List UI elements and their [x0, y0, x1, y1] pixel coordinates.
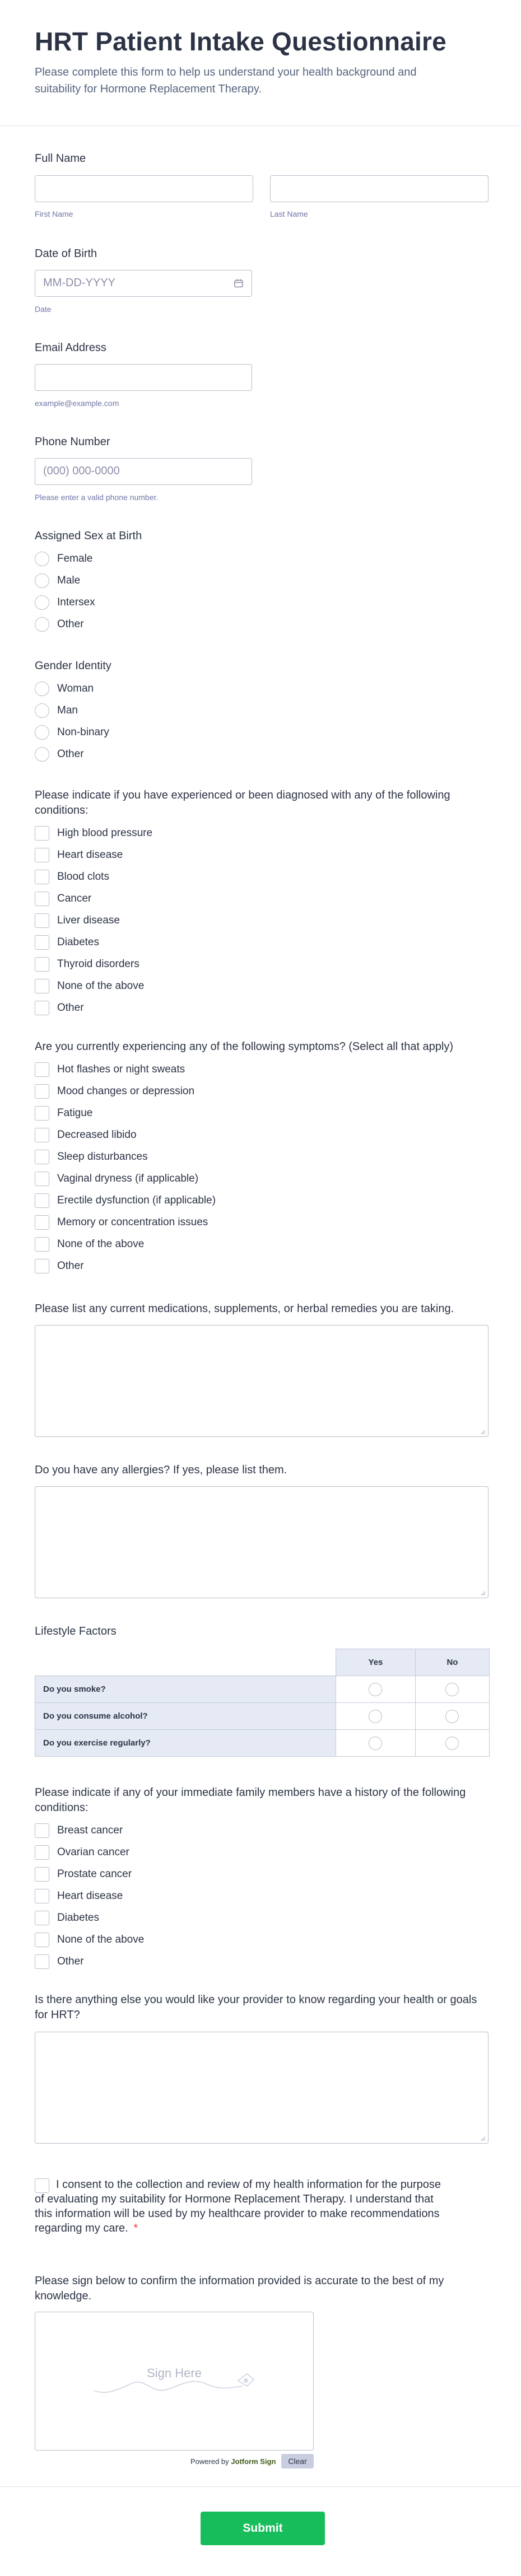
matrix-cell[interactable] [336, 1676, 416, 1703]
checkbox[interactable] [35, 892, 49, 906]
email-input[interactable] [35, 364, 252, 391]
radio-button[interactable] [35, 703, 49, 718]
radio-button[interactable] [35, 617, 49, 632]
matrix-cell[interactable] [336, 1703, 416, 1730]
required-mark: * [133, 2222, 138, 2234]
checkbox[interactable] [35, 1215, 49, 1230]
checkbox[interactable] [35, 1193, 49, 1208]
radio-option[interactable] [35, 746, 84, 762]
lifestyle-matrix [35, 1649, 490, 1757]
checkbox[interactable] [35, 1172, 49, 1186]
option-label: None of the above [57, 1934, 145, 1945]
checkbox-option[interactable] [35, 891, 91, 907]
radio-button[interactable] [445, 1683, 459, 1696]
radio-option[interactable] [35, 617, 84, 632]
family-history-label: Please indicate if any of your immediate family members have a history of the following conditions: [35, 1786, 466, 1814]
checkbox[interactable] [35, 1150, 49, 1164]
option-label: Intersex [57, 596, 95, 608]
option-label: Cancer [57, 893, 92, 904]
checkbox[interactable] [35, 979, 49, 993]
radio-option[interactable] [35, 703, 78, 718]
checkbox[interactable] [35, 1933, 49, 1947]
option-label: Non-binary [57, 726, 109, 738]
checkbox-option[interactable] [35, 1105, 92, 1121]
checkbox[interactable] [35, 1062, 49, 1077]
checkbox[interactable] [35, 1237, 49, 1252]
medications-label: Please list any current medications, supplements, or herbal remedies you are taking. [35, 1303, 454, 1315]
phone-label: Phone Number [35, 436, 110, 448]
allergies-textarea[interactable] [35, 1486, 489, 1598]
date-of-birth-label: Date of Birth [35, 248, 97, 260]
radio-button[interactable] [35, 552, 49, 566]
allergies-label: Do you have any allergies? If yes, please list them. [35, 1464, 287, 1476]
checkbox-option[interactable] [35, 1171, 198, 1187]
matrix-cell[interactable] [415, 1676, 489, 1703]
medications-textarea[interactable] [35, 1325, 489, 1437]
radio-option[interactable] [35, 681, 94, 697]
resize-handle-icon[interactable] [480, 2136, 486, 2141]
last-name-input[interactable] [270, 175, 489, 202]
option-label: Diabetes [57, 1912, 99, 1924]
option-label: Female [57, 553, 93, 564]
option-label: Sleep disturbances [57, 1151, 148, 1163]
radio-button[interactable] [35, 682, 49, 696]
option-label: Blood clots [57, 871, 109, 883]
option-label: Thyroid disorders [57, 958, 139, 970]
option-label: Male [57, 575, 81, 586]
option-label: None of the above [57, 980, 145, 992]
signature-placeholder: Sign Here [147, 2366, 202, 2380]
option-label: Vaginal dryness (if applicable) [57, 1173, 199, 1184]
email-field [35, 340, 489, 413]
option-label: Man [57, 704, 78, 716]
powered-brand: Jotform Sign [231, 2457, 276, 2466]
date-of-birth-field [35, 246, 489, 319]
checkbox-option[interactable] [35, 1910, 99, 1926]
checkbox-option[interactable] [35, 1084, 194, 1099]
checkbox-option[interactable] [35, 1888, 123, 1904]
option-label: Woman [57, 683, 94, 694]
email-sublabel: example@example.com [35, 399, 119, 408]
checkbox[interactable] [35, 935, 49, 950]
phone-sublabel: Please enter a valid phone number. [35, 493, 159, 502]
checkbox-option[interactable] [35, 847, 123, 863]
date-sublabel: Date [35, 305, 52, 314]
option-label: Other [57, 748, 84, 760]
other-info-field [35, 1992, 489, 2149]
powered-prefix: Powered by [190, 2457, 229, 2466]
full-name-field [35, 151, 489, 224]
resize-handle-icon[interactable] [480, 1429, 486, 1435]
signature-pad[interactable] [35, 2312, 314, 2451]
option-label: High blood pressure [57, 827, 153, 839]
checkbox-option[interactable] [35, 1215, 208, 1230]
checkbox[interactable] [35, 913, 49, 928]
checkbox[interactable] [35, 957, 49, 972]
calendar-icon[interactable] [234, 278, 244, 288]
checkbox-option[interactable] [35, 1000, 84, 1016]
checkbox[interactable] [35, 1259, 49, 1273]
option-label: Liver disease [57, 914, 120, 926]
checkbox-option[interactable] [35, 935, 99, 950]
checkbox-option[interactable] [35, 1193, 216, 1208]
sex-at-birth-label: Assigned Sex at Birth [35, 530, 142, 542]
checkbox-option[interactable] [35, 1932, 144, 1948]
radio-button[interactable] [35, 573, 49, 588]
option-label: Other [57, 1260, 84, 1272]
form-header [0, 0, 521, 126]
radio-button[interactable] [369, 1710, 382, 1723]
radio-button[interactable] [35, 725, 49, 740]
resize-handle-icon[interactable] [480, 1590, 486, 1596]
option-label: None of the above [57, 1238, 145, 1250]
radio-button[interactable] [35, 747, 49, 762]
first-name-sublabel: First Name [35, 209, 73, 218]
checkbox-option[interactable] [35, 913, 120, 928]
checkbox-option[interactable] [35, 1236, 144, 1252]
option-label: Erectile dysfunction (if applicable) [57, 1194, 216, 1206]
sex-at-birth-field [35, 529, 489, 635]
matrix-row-label: Do you consume alcohol? [35, 1703, 336, 1730]
radio-button[interactable] [445, 1737, 459, 1750]
phone-input[interactable] [35, 458, 252, 485]
option-label: Other [57, 618, 84, 630]
radio-option[interactable] [35, 573, 80, 589]
matrix-cell[interactable] [415, 1703, 489, 1730]
signature-label: Please sign below to confirm the information provided is accurate to the best of my knowledge. [35, 2275, 444, 2302]
option-label: Heart disease [57, 849, 123, 861]
checkbox-option[interactable] [35, 1127, 137, 1143]
last-name-sublabel: Last Name [270, 209, 308, 218]
radio-option[interactable] [35, 551, 92, 567]
matrix-cell[interactable] [336, 1730, 416, 1757]
medications-field [35, 1301, 489, 1441]
consent-text: I consent to the collection and review of my health information for the purpose of evaluating my suitability for Hormone Replacement Therapy. I understand that this information will be used by my healthcare provider to make recommendations regarding my care. [35, 2178, 441, 2234]
checkbox[interactable] [35, 1128, 49, 1142]
matrix-corner [35, 1649, 336, 1676]
powered-by-text [190, 2457, 276, 2466]
checkbox[interactable] [35, 1867, 49, 1882]
option-label: Heart disease [57, 1890, 123, 1902]
option-label: Mood changes or depression [57, 1085, 195, 1097]
checkbox-option[interactable] [35, 1845, 129, 1860]
option-label: Breast cancer [57, 1824, 123, 1836]
radio-button[interactable] [35, 595, 49, 610]
submit-button[interactable]: Submit [201, 2512, 325, 2545]
date-placeholder: MM-DD-YYYY [43, 277, 115, 289]
checkbox-option[interactable] [35, 1149, 148, 1165]
symptoms-field [35, 1039, 489, 1275]
checkbox[interactable] [35, 1001, 49, 1015]
other-info-label: Is there anything else you would like your provider to know regarding your health or goals for HRT? [35, 1994, 477, 2021]
checkbox[interactable] [35, 1954, 49, 1969]
gender-identity-label: Gender Identity [35, 660, 111, 672]
checkbox[interactable] [35, 1106, 49, 1121]
matrix-column-yes: Yes [336, 1649, 416, 1676]
first-name-input[interactable] [35, 175, 253, 202]
clear-signature-button[interactable]: Clear [281, 2454, 314, 2468]
checkbox[interactable] [35, 1823, 49, 1838]
option-label: Other [57, 1956, 84, 1967]
matrix-column-no: No [415, 1649, 489, 1676]
option-label: Memory or concentration issues [57, 1216, 208, 1228]
checkbox[interactable] [35, 1911, 49, 1925]
gender-identity-field [35, 659, 489, 765]
family-history-field [35, 1785, 489, 1970]
matrix-row-label: Do you smoke? [35, 1676, 336, 1703]
option-label: Prostate cancer [57, 1868, 132, 1880]
radio-button[interactable] [369, 1737, 382, 1750]
checkbox-option[interactable] [35, 1954, 84, 1970]
option-label: Fatigue [57, 1107, 93, 1119]
radio-option[interactable] [35, 595, 95, 610]
checkbox[interactable] [35, 1845, 49, 1860]
form-subtitle: Please complete this form to help us understand your health background and suitability for Hormone Replacement Therapy. [35, 66, 417, 95]
option-label: Ovarian cancer [57, 1846, 129, 1858]
checkbox-option[interactable] [35, 1062, 185, 1077]
consent-field [35, 2177, 489, 2244]
checkbox[interactable] [35, 1084, 49, 1099]
checkbox-option[interactable] [35, 1823, 123, 1838]
matrix-cell[interactable] [415, 1730, 489, 1757]
phone-field [35, 435, 489, 507]
matrix-row-label: Do you exercise regularly? [35, 1730, 336, 1757]
radio-button[interactable] [445, 1710, 459, 1723]
signature-field [35, 2274, 489, 2475]
checkbox[interactable] [35, 848, 49, 862]
radio-option[interactable] [35, 725, 109, 740]
checkbox-option[interactable] [35, 1258, 84, 1274]
consent-text-block [35, 2177, 449, 2236]
conditions-field [35, 788, 489, 1018]
checkbox-option[interactable] [35, 1866, 132, 1882]
lifestyle-field [35, 1624, 489, 1770]
option-label: Decreased libido [57, 1129, 137, 1141]
email-label: Email Address [35, 342, 106, 354]
submit-bar [0, 2486, 521, 2576]
checkbox[interactable] [35, 826, 49, 841]
option-label: Other [57, 1002, 84, 1014]
phone-placeholder: (000) 000-0000 [43, 465, 120, 477]
full-name-label: Full Name [35, 152, 86, 165]
form-title: HRT Patient Intake Questionnaire [35, 27, 446, 56]
symptoms-label: Are you currently experiencing any of the following symptoms? (Select all that apply) [35, 1040, 454, 1053]
date-of-birth-input[interactable] [35, 270, 252, 297]
checkbox-option[interactable] [35, 825, 152, 841]
radio-button[interactable] [369, 1683, 382, 1696]
option-label: Hot flashes or night sweats [57, 1063, 185, 1075]
conditions-label: Please indicate if you have experienced or been diagnosed with any of the following conditions: [35, 789, 450, 816]
other-info-textarea[interactable] [35, 2032, 489, 2144]
checkbox-option[interactable] [35, 978, 144, 994]
allergies-field [35, 1463, 489, 1603]
checkbox[interactable] [35, 1889, 49, 1903]
checkbox[interactable] [35, 870, 49, 884]
checkbox-option[interactable] [35, 869, 109, 885]
checkbox-option[interactable] [35, 956, 139, 972]
lifestyle-label: Lifestyle Factors [35, 1625, 117, 1637]
option-label: Diabetes [57, 936, 99, 948]
